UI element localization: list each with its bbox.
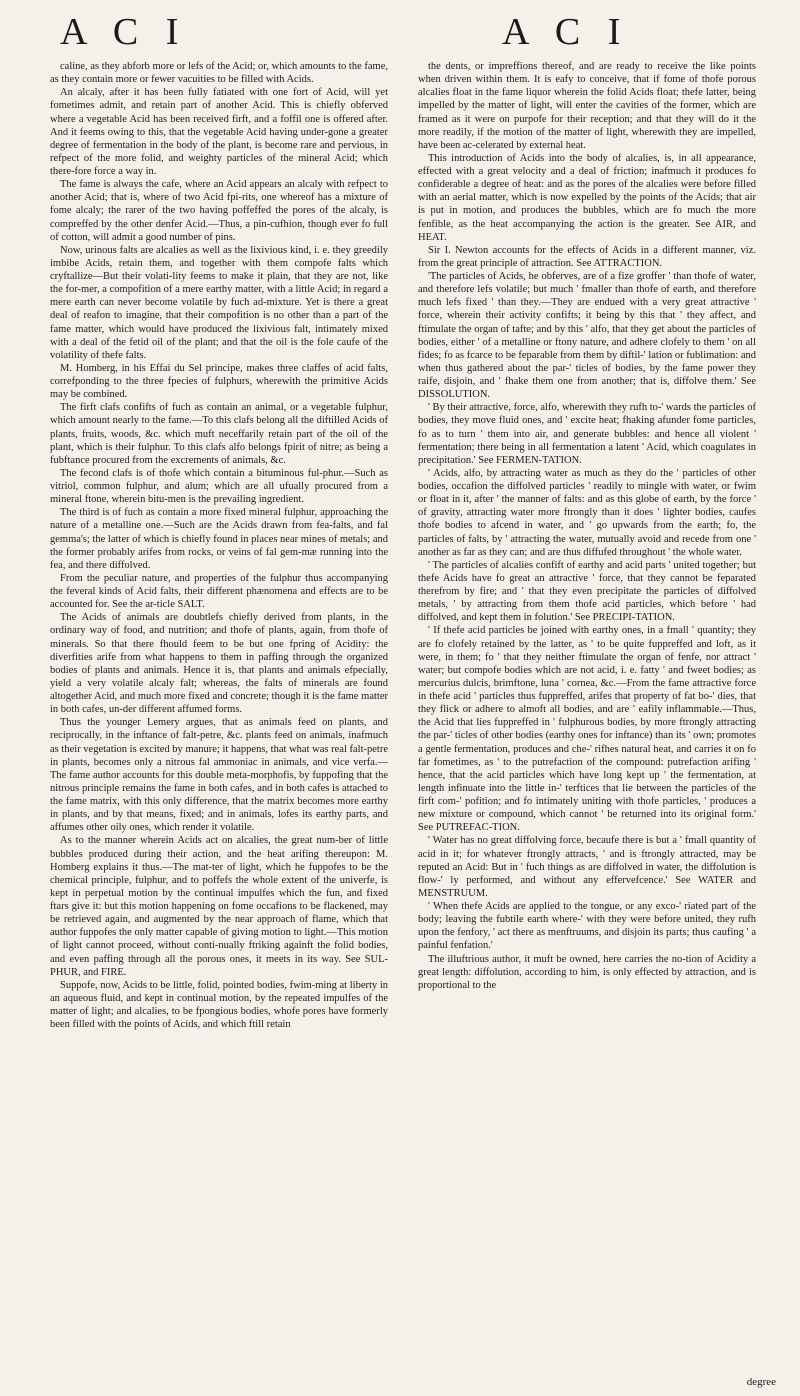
left-running-headword: A C I — [60, 11, 188, 53]
paragraph: The illuftrious author, it muft be owned, here carries the no-tion of Acidity a great length: diffolution, according to him, is only effected by attraction, and is proportional to the — [418, 953, 756, 991]
paragraph: This introduction of Acids into the body of alcalies, is, in all appearance, effected with a great velocity and a deal of friction; inafmuch it produces fo confiderable a degree of heat: and as the pores of the alcalies were before filled with an aerial matter, which is now expelled by the points of the Acids; that air is put in motion, and produces the bubbles, which are fo much the more fenfible, as the heat accompanying the action is the greater. See AIR, and HEAT. — [418, 152, 756, 243]
left-text-column — [50, 60, 388, 1390]
paragraph: The fecond clafs is of thofe which contain a bituminous ful-phur.—Such as vitriol, common fulphur, and alum; which are all ufually procured from a mineral ftone, wherein bitu-men is the prevailing ingredient. — [50, 467, 388, 506]
paragraph: The fame is always the cafe, where an Acid appears an alcaly with refpect to another Acid; that is, where of two Acid fpi-rits, one whereof has a mixture of fome alcaly; the rarer of the two having poffeffed the pores of the alcaly, is compreffed by the other denfer Acid.—Thus, a pin-cufhion, though ever fo full of cotton, will admit a good number of pins. — [50, 179, 388, 243]
paragraph: The Acids of animals are doubtlefs chiefly derived from plants, in the ordinary way of food, and nutrition; and thofe of plants, again, from thofe of minerals. So that there fhould feem to be but one fpring of Acidity: the diverfities arife from what happens to them in paffing through the organized bodies of plants and animals. Hence it is, that plants and animals efpecially, yield a very volatile alcaly falt; whereas, the falts of minerals are found altogether Acid, and much more fixed and concrete; though it is the fame matter in both cafes, un-der different affumed forms. — [50, 612, 388, 716]
paragraph: ' By their attractive, force, alfo, wherewith they rufh to-' wards the particles of bodies, they move fluid ones, and ' excite heat; fhaking afunder fome particles, fo as to turn ' them into air, and generate bubbles: and hence all violent ' fermentation; there being in all fermentation a latent ' Acid, which coagulates in precipitation.' See FERMEN-TATION. — [418, 402, 756, 466]
paragraph: The third is of fuch as contain a more fixed mineral fulphur, approaching the nature of a metalline one.—Such are the Acids drawn from fea-falts, and fal gemma's; the latter of which is chiefly found in places near mines of metals; and the former probably arifes from rocks, or veins of fal gem-mæ running into the fea, and there diffolved. — [50, 507, 388, 571]
paragraph: ' Acids, alfo, by attracting water as much as they do the ' particles of other bodies, occafion the diffolved particles ' readily to mingle with water, or fwim or float in it, after ' the manner of falts: and as this globe of earth, by the force ' of gravity, attracting water more ftrongly than it does ' lighter bodies, caufes thofe bodies to afcend in water, and ' go upwards from the earth; fo, the particles of falts, by ' attracting the water, mutually avoid and recede from one ' another as far as they can; and are thus diffufed throughout ' the whole water. — [418, 467, 756, 558]
right-running-headword: A C I — [502, 11, 630, 53]
paragraph: the dents, or impreffions thereof, and are ready to receive the like points when driven within them. It is eafy to conceive, that if fome of thofe porous alcalies float in the fame liquor wherein the folid Acids float; thefe latter, being impelled by the matter of light, will enter the cavities of the former, which are framed as it were on purpofe for their reception; and that they will do it the more readily, if the motion of the matter of light, wherewith they are impelled, have been ac-celerated by external heat. — [418, 61, 756, 151]
paragraph: Now, urinous falts are alcalies as well as the lixivious kind, i. e. they greedily imbibe Acids, retain them, and together with them compofe falts which cryftallize—But their volati-lity feems to make it plain, that they are not, like the for-mer, a compofition of a mere earthy matter, with a little Acid; in regard a mere earth can never become volatile by fuch ad-mixture. Yet is there a great deal of reafon to imagine, that their compofition is no other than a part of the fame matter, which would have produced the lixivious falt, intimately mixed with a deal of the fetid oil of the plant; and that the oil is the fole caufe of the volatility of thefe falts. — [50, 244, 388, 361]
paragraph: From the peculiar nature, and properties of the fulphur thus accompanying the feveral kinds of Acid falts, their different phænomena and effects are to be accounted for. See the ar-ticle SALT. — [50, 572, 388, 611]
paragraph: The firft clafs confifts of fuch as contain an animal, or a vegetable fulphur, which amount nearly to the fame.—To this clafs belong all the diftilled Acids of plants, fruits, woods, &c. which muft neceffarily retain part of the oil of the plant, which is their fulphur. To this clafs alfo belongs fpirit of nitre; as being a fubftance procured from the excrements of animals, &c. — [50, 402, 388, 466]
paragraph: caline, as they abforb more or lefs of the Acid; or, which amounts to the fame, as they contain more or fewer vacuities to be filled with Acids. — [50, 61, 388, 86]
paragraph: Thus the younger Lemery argues, that as animals feed on plants, and reciprocally, in the inftance of falt-petre, &c. plants feed on animals, inafmuch as their vegetation is excited by manure; it happens, that what was real falt-petre in plants, becomes only a nitrous fal ammoniac in animals, and vice verfa.—The fame author accounts for this double meta-morphofis, by fuppofing that the nitrous principle remains the fame in both cafes, and in both cafes is attached to the fame matrix, with this only difference, that the matrix becomes more earthy in plants, and by that means, fixed; and in animals, lofes its earthy parts, and affumes other oily ones, which render it volatile. — [50, 717, 388, 834]
paragraph: ' The particles of alcalies confift of earthy and acid parts ' united together; but thefe Acids have fo great an attractive ' force, that they cannot be feparated therefrom by fire; and ' that they even precipitate the particles of diffolved metals, ' by attracting from them thofe acid particles, which before ' had diffolved, and kept them in folution.' See PRECIPI-TATION. — [418, 559, 756, 624]
catchword: degree — [746, 1376, 776, 1388]
right-text-column — [418, 60, 756, 1390]
paragraph: ' Water has no great diffolving force, becaufe there is but a ' fmall quantity of acid in it; for whatever ftrongly attracts, ' and is ftrongly attracted, may be reputed an Acid: But in ' fuch things as are diffolved in water, the diffolution is flow-' ly performed, and without any effervefcence.' See WATER and MENSTRUUM. — [418, 835, 756, 899]
paragraph: Sir I. Newton accounts for the effects of Acids in a different manner, viz. from the great principle of attraction. See ATTRACTION. — [418, 244, 756, 269]
paragraph: M. Homberg, in his Effai du Sel principe, makes three claffes of acid falts, correfponding to the three fpecies of fulphurs, wherewith the primitive Acids may be combined. — [50, 362, 388, 401]
paragraph: ' If thefe acid particles be joined with earthy ones, in a fmall ' quantity; they are fo clofely retained by the latter, as ' to be quite fuppreffed and loft, as it were, in them; fo ' that they neither ftimulate the organ of fenfe, nor attract ' water; but compofe bodies which are not acid, i. e. fatty ' and fweet bodies; as mercurius dulcis, brimftone, luna ' cornea, &c.—From the fame attractive force in thefe acid ' particles thus fuppreffed, arifes that property of fat bo-' dies, that they flick or adhere to almoft all bodies, and are ' eafily inflammable.—Thus, the Acid that lies fuppreffed in ' fulphurous bodies, by more ftrongly attracting the par-' ticles of other bodies (earthy ones for inftance) than its ' own; promotes a gentle fermentation, produces and che-' rifhes natural heat, and carries it on fo far fometimes, as ' to the putrefaction of the compound: putrefaction arifing ' hence, that the acid particles which have long kept up ' the fermentation, at length infinuate into the little in-' terftices that lie between the particles of the firft com-' pofition; and fo intimately uniting with thofe particles, ' produces a new mixture or compound, which cannot ' be returned into its original form.' See PUTREFAC-TION. — [418, 625, 756, 834]
paragraph: An alcaly, after it has been fully fatiated with one fort of Acid, will yet fometimes admit, and retain part of another Acid. This is chiefly obferved where a vegetable Acid has been received firft, and a foffil one is offered after. And it feems owing to this, that the vegetable Acid having under-gone a greater degree of fermentation in the body of the plant, is become rare and pervious, in refpect of the more folid, and weighty particles of the mineral Acid; which there-fore force a way in. — [50, 87, 388, 177]
paragraph: Suppofe, now, Acids to be little, folid, pointed bodies, fwim-ming at liberty in an aqueous fluid, and kept in continual motion, by the repeated impulfes of the matter of light; and alcalies, to be fpongious bodies, whofe pores have formerly been filled with the points of Acids, and which ftill retain — [50, 979, 388, 1031]
paragraph: ' When thefe Acids are applied to the tongue, or any exco-' riated part of the body; leaving the fubtile earth where-' with they were before united, they rufh upon the fenfory, ' act there as menftruums, and disjoin its parts; thus caufing ' a painful fenfation.' — [418, 901, 756, 952]
paragraph: As to the manner wherein Acids act on alcalies, the great num-ber of little bubbles produced during their action, and the heat arifing thereupon: M. Homberg explains it thus.—The mat-ter of light, which he fuppofes to be the chemical principle, fulphur, and to poffefs the whole extent of the univerfe, is kept in perpetual motion by the continual impulfes which the fun, and fixed ftars give it: but this motion happening on fome occafions to be flackened, may be retrieved again, and augmented by the near approach of flame, which that author fuppofes the only matter capable of giving motion to light.—This motion of light cannot proceed, without conti-nually ftriking againft the folid bodies, and even paffing through all the porous ones, it meets in its way. See SUL-PHUR, and FIRE. — [50, 835, 388, 978]
paragraph: 'The particles of Acids, he obferves, are of a fize groffer ' than thofe of water, and therefore lefs volatile; but much ' fmaller than thofe of earth, and therefore much lefs fixed ' than they.—They are endued with a very great attractive ' force, wherein their activity confifts; it being by this that ' they affect, and ftimulate the organ of tafte; and by this ' alfo, that they get about the particles of bodies, either ' of a metalline or ftony nature, and adhere clofely to them ' on all fides; fo as fcarce to be feparable from them by diftil-' lation or fublimation: and when thus gathered about the par-' ticles of bodies, by the fame power they raife, disjoin, and ' fhake them one from another; that is, diffolve them.' See DISSOLUTION. — [418, 271, 756, 401]
